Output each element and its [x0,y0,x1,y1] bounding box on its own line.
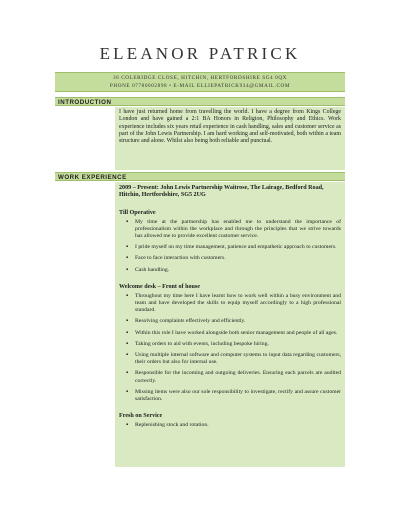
contact-bar [55,72,345,92]
role-bullet: ▪ I pride myself on my time management, patience and empathetic approach to customers. [135,244,341,251]
role-bullet: ▪ Responsible for the incoming and outgoing deliveries. Ensuring each parcels are audited correctly. [135,370,341,384]
role-title: Welcome desk – Front of house [119,283,200,290]
role-bullet: ▪ Replenishing stock and rotation. [135,422,341,429]
contact-address: 36 COLERIDGE CLOSE, HITCHIN, HERTFORDSHIRE SG4 0QX [112,75,288,81]
role-bullet: ▪ Resolving complaints effectively and efficiently. [135,318,341,325]
role-bullet: ▪ Throughout my time here I have learnt how to work well within a busy environment and team and have developed the skills to equip myself accordingly to a high professional standard. [135,293,341,315]
role-bullet-list [119,219,341,274]
introduction-text: I have just returned home from travelling the world. I have a degree from Kings College London and have gained a 2:1 BA Honors in Religion, Philosophy and Ethics. Work experience includes six years retail experience in cash handling, sales and customer service as part of the John Lewis Partnership. I am hard working and self-motivated, both within a team structure and alone. Whilst also being both reliable and punctual. [119,109,341,145]
contact-phone-email: PHONE 07780002898 • E-MAIL ELLIEPATRICK934@GMAIL.COM [109,83,291,89]
introduction-body [115,107,345,170]
introduction-heading: INTRODUCTION [55,97,345,106]
role-bullet-list [119,293,341,403]
role-title: Till Operative [119,209,156,216]
role-title: Fresh on Service [119,413,163,420]
introduction-left-column [55,107,115,170]
role-bullet: ▪ Missing items were also our sole responsibility to investigate, rectify and assure customer satisfaction. [135,389,341,403]
role-bullet: ▪ Within this role I have worked alongside both senior management and people of all ages. [135,330,341,337]
role-bullet-list [119,422,341,429]
role-bullet: ▪ My time at the partnership has enabled me to understand the importance of professionalism within the workplace and through the principles that we strive towards has allowed me to provide excellent customer service. [135,219,341,241]
role-bullet: ▪ Cash handling. [135,267,341,274]
candidate-name: ELEANOR PATRICK [99,44,301,63]
role-bullet: ▪ Taking orders to aid with events, including bespoke hiring. [135,341,341,348]
work-experience-heading: WORK EXPERIENCE [55,172,345,181]
role-bullet: ▪ Face to face interaction with customers. [135,255,341,262]
work-experience-body [115,182,345,467]
role-bullet: ▪ Using multiple internal software and computer systems to input data regarding customers, their orders but also for internal use. [135,352,341,366]
job-title: 2009 – Present: John Lewis Partnership Waitrose, The Lairage, Bedford Road, Hitchin, Hertfordshire, SG5 2UG [119,185,324,199]
work-experience-left-column [55,182,115,467]
